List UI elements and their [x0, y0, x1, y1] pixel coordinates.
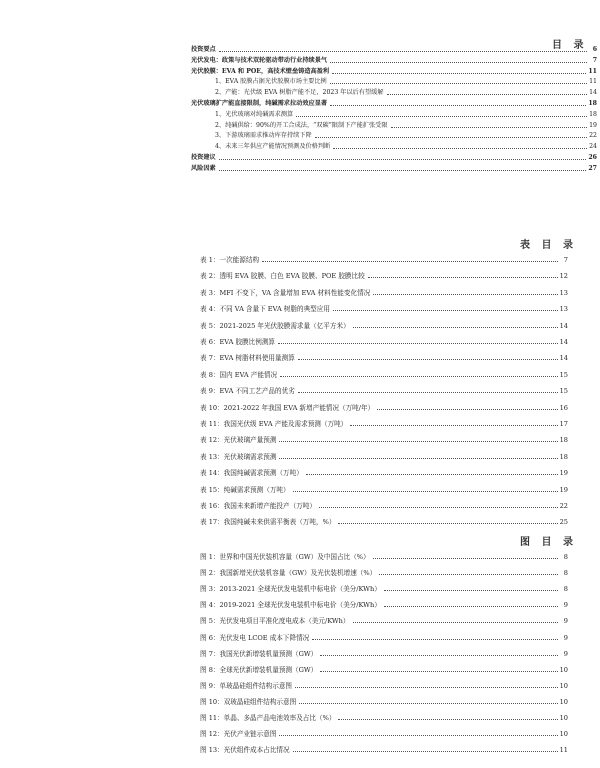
entry-page-number: 24: [589, 143, 597, 151]
entry-page-number: 13: [559, 288, 568, 297]
index-entry[interactable]: [200, 549, 568, 561]
index-entry[interactable]: [191, 46, 597, 54]
entry-label: 图 3：2013-2021 全球光伏发电装机中标电价（美分/KWh）: [200, 585, 381, 594]
entry-label: 表 1：一次能源结构: [200, 256, 260, 264]
dot-leader: [306, 474, 558, 475]
entry-label: 表 2：透明 EVA 胶膜、白色 EVA 胶膜、POE 胶膜比较: [200, 272, 365, 281]
entry-page-number: 26: [588, 154, 597, 161]
entry-label: 表 8：国内 EVA 产能情况: [200, 370, 278, 379]
dot-leader: [278, 343, 558, 344]
entry-page-number: 22: [589, 132, 597, 140]
entry-page-number: 18: [559, 436, 568, 445]
entry-page-number: 13: [559, 305, 568, 314]
entry-label: 光伏胶膜：EVA 和 POE，高技术壁垒铸造高盈利: [191, 67, 330, 75]
dot-leader: [279, 735, 557, 736]
entry-label: 图 1：世界和中国光伏装机容量（GW）及中国占比（%）: [200, 553, 370, 561]
toc-title: 目 录: [552, 40, 588, 51]
entry-page-number: 8: [563, 585, 568, 594]
entry-page-number: 11: [559, 746, 568, 755]
index-entry[interactable]: [200, 613, 568, 625]
entry-page-number: 10: [559, 665, 568, 674]
dot-leader: [298, 359, 558, 360]
entry-label: 表 14：我国纯碱需求预测（万吨）: [200, 469, 303, 478]
dot-leader: [293, 751, 558, 752]
dot-leader: [350, 425, 557, 426]
index-entry[interactable]: [200, 432, 568, 444]
entry-label: 表 12：光伏玻璃产量预测: [200, 436, 277, 445]
entry-page-number: 14: [559, 338, 568, 346]
dot-leader: [298, 392, 558, 393]
entry-label: 表 13：光伏玻璃需求预测: [200, 452, 277, 461]
entry-page-number: 11: [588, 67, 597, 75]
dot-leader: [384, 590, 558, 591]
index-entry[interactable]: [200, 400, 568, 412]
entry-page-number: 22: [559, 502, 568, 510]
entry-label: 图 12：光伏产业链示意图: [200, 730, 277, 739]
entry-label: 表 10：2021-2022 年我国 EVA 新增产能情况（万吨/年）: [200, 403, 375, 412]
entry-label: 表 16：我国未来新增产能投产（万吨）: [200, 502, 316, 510]
entry-label: 表 9：EVA 不同工艺产品的优劣: [200, 387, 295, 396]
dot-leader: [338, 523, 557, 524]
entry-page-number: 9: [563, 601, 568, 610]
entry-page-number: 9: [563, 633, 568, 642]
dot-leader: [279, 458, 557, 459]
entry-page-number: 14: [559, 321, 568, 330]
dot-leader: [330, 62, 587, 63]
dot-leader: [279, 441, 557, 442]
dot-leader: [330, 83, 587, 84]
index-entry[interactable]: [200, 514, 568, 526]
index-entry[interactable]: [200, 416, 568, 428]
entry-label: 表 15：纯碱需求预测（万吨）: [200, 485, 290, 494]
entry-page-number: 19: [589, 121, 597, 129]
index-entry[interactable]: [200, 367, 568, 379]
entry-label: 2、产能：光伏级 EVA 树脂产能不足，2023 年以后有望缓解: [215, 89, 384, 97]
dot-leader: [373, 294, 557, 295]
dot-leader: [333, 310, 558, 311]
index-entry[interactable]: [191, 68, 597, 76]
entry-label: 1、光伏玻璃对纯碱需求测算: [215, 110, 294, 118]
entry-page-number: 7: [592, 56, 597, 64]
dot-leader: [280, 376, 557, 377]
entry-label: 表 6：EVA 胶膜比例测算: [200, 338, 276, 346]
dot-leader: [377, 409, 557, 410]
index-entry[interactable]: [200, 630, 568, 642]
entry-label: 图 10：双玻晶硅组件结构示意图: [200, 697, 297, 706]
dot-leader: [312, 639, 558, 640]
entry-label: 1、EVA 胶膜占据光伏胶膜市场主要比例: [215, 78, 327, 86]
index-entry[interactable]: [200, 565, 568, 577]
index-entry[interactable]: [200, 694, 568, 706]
index-entry[interactable]: [200, 662, 568, 674]
index-entry[interactable]: [191, 57, 597, 65]
index-entry[interactable]: [191, 154, 597, 162]
dot-leader: [315, 137, 587, 138]
index-entry[interactable]: [191, 100, 597, 108]
index-entry[interactable]: [215, 111, 597, 119]
entry-page-number: 18: [589, 110, 597, 118]
entry-label: 表 17：我国纯碱未来供需平衡表（万吨，%）: [200, 518, 336, 527]
index-entry[interactable]: [200, 285, 568, 297]
entry-page-number: 7: [563, 256, 568, 264]
index-entry[interactable]: [200, 726, 568, 738]
entry-page-number: 18: [559, 452, 568, 461]
index-entry[interactable]: [200, 301, 568, 313]
dot-leader: [320, 671, 557, 672]
entry-label: 表 7：EVA 树脂材料使用量测算: [200, 354, 295, 363]
dot-leader: [219, 170, 587, 171]
index-entry[interactable]: [191, 165, 597, 173]
entry-label: 表 11：我国光伏级 EVA 产能及需求预测（万吨）: [200, 420, 348, 428]
dot-leader: [384, 606, 558, 607]
entry-label: 图 11：单晶、多晶产品电池效率及占比（%）: [200, 714, 336, 722]
dot-leader: [319, 507, 558, 508]
index-entry[interactable]: [200, 252, 568, 264]
dot-leader: [353, 327, 558, 328]
dot-leader: [295, 687, 558, 688]
dot-leader: [330, 105, 586, 106]
index-entry[interactable]: [200, 597, 568, 609]
entry-page-number: 10: [559, 730, 568, 739]
dot-leader: [219, 159, 587, 160]
dot-leader: [262, 261, 558, 262]
entry-label: 4、未来三年供应产能情况预测及价格判断: [215, 143, 331, 151]
dot-leader: [373, 558, 558, 559]
index-entry[interactable]: [215, 78, 597, 86]
entry-label: 图 7：我国光伏新增装机量预测（GW）: [200, 649, 318, 658]
entry-label: 光伏发电：政策与技术双轮驱动带动行业持续景气: [191, 56, 328, 64]
entry-label: 表 3：MFI 不变下，VA 含量增加 EVA 材料性能变化情况: [200, 288, 371, 297]
entry-label: 图 13：光伏组件成本占比情况: [200, 746, 290, 755]
dot-leader: [299, 703, 557, 704]
index-entry[interactable]: [200, 350, 568, 362]
entry-page-number: 27: [588, 164, 597, 172]
entry-label: 图 4：2019-2021 全球光伏发电装机中标电价（美分/KWh）: [200, 601, 381, 610]
entry-label: 投资要点: [191, 46, 216, 53]
index-entry[interactable]: [215, 143, 597, 151]
entry-label: 表 5：2021-2025 年光伏胶膜需求量（亿平方米）: [200, 321, 350, 330]
entry-label: 图 5：光伏发电项目平准化度电成本（美元/KWh）: [200, 617, 350, 626]
index-entry[interactable]: [215, 89, 597, 97]
dot-leader: [379, 574, 558, 575]
entry-page-number: 19: [559, 485, 568, 494]
entry-page-number: 10: [559, 697, 568, 706]
dot-leader: [320, 655, 558, 656]
dot-leader: [219, 51, 587, 52]
dot-leader: [368, 277, 558, 278]
index-entry[interactable]: [200, 581, 568, 593]
entry-page-number: 12: [559, 272, 568, 281]
index-entry[interactable]: [200, 268, 568, 280]
index-entry[interactable]: [200, 678, 568, 690]
entry-page-number: 19: [559, 469, 568, 478]
entry-page-number: 10: [559, 681, 568, 690]
entry-page-number: 25: [559, 518, 568, 527]
entry-page-number: 16: [559, 403, 568, 412]
entry-label: 图 8：全球光伏新增装机量预测（GW）: [200, 665, 318, 674]
entry-label: 投资建议: [191, 154, 216, 161]
entry-label: 表 4：不同 VA 含量下 EVA 树脂的典型应用: [200, 305, 330, 314]
entry-label: 2、纯碱供给：90%的开工合成法，“双碳”限制下产能扩张受限: [215, 121, 388, 129]
index-entry[interactable]: [215, 122, 597, 130]
index-entry[interactable]: [200, 710, 568, 722]
index-entry[interactable]: [200, 383, 568, 395]
index-entry[interactable]: [200, 318, 568, 330]
entry-page-number: 18: [588, 100, 597, 107]
index-entry[interactable]: [200, 498, 568, 510]
index-entry[interactable]: [200, 334, 568, 346]
entry-page-number: 6: [592, 46, 597, 53]
figures-index-title: 图 目 录: [520, 537, 577, 548]
entry-page-number: 10: [559, 714, 568, 722]
index-entry[interactable]: [200, 646, 568, 658]
index-entry[interactable]: [200, 482, 568, 494]
entry-label: 3、下游玻璃需求推动库存持续下降: [215, 132, 312, 140]
entry-page-number: 17: [559, 420, 568, 428]
entry-page-number: 8: [563, 569, 568, 578]
entry-page-number: 8: [563, 553, 568, 561]
entry-page-number: 15: [559, 387, 568, 396]
entry-page-number: 9: [563, 617, 568, 626]
dot-leader: [387, 94, 587, 95]
entry-label: 图 6：光伏发电 LCOE 成本下降情况: [200, 633, 310, 642]
entry-page-number: 15: [559, 370, 568, 379]
tables-index-title: 表 目 录: [520, 240, 577, 251]
dot-leader: [353, 622, 558, 623]
dot-leader: [338, 719, 557, 720]
index-entry[interactable]: [200, 742, 568, 754]
entry-label: 光伏玻璃扩产能直接限制，纯碱需求拉动效应显著: [191, 100, 328, 107]
dot-leader: [296, 116, 587, 117]
entry-label: 图 2：我国新增光伏装机容量（GW）及光伏装机增速（%）: [200, 569, 377, 578]
index-entry[interactable]: [215, 132, 597, 140]
dot-leader: [293, 491, 558, 492]
entry-label: 图 9：单玻晶硅组件结构示意图: [200, 681, 293, 690]
dot-leader: [333, 148, 587, 149]
entry-page-number: 14: [589, 89, 597, 97]
entry-page-number: 14: [559, 354, 568, 363]
entry-page-number: 9: [563, 649, 568, 658]
index-entry[interactable]: [200, 449, 568, 461]
entry-label: 风险因素: [191, 164, 216, 172]
entry-page-number: 11: [589, 78, 597, 86]
dot-leader: [391, 127, 587, 128]
dot-leader: [332, 73, 586, 74]
index-entry[interactable]: [200, 465, 568, 477]
